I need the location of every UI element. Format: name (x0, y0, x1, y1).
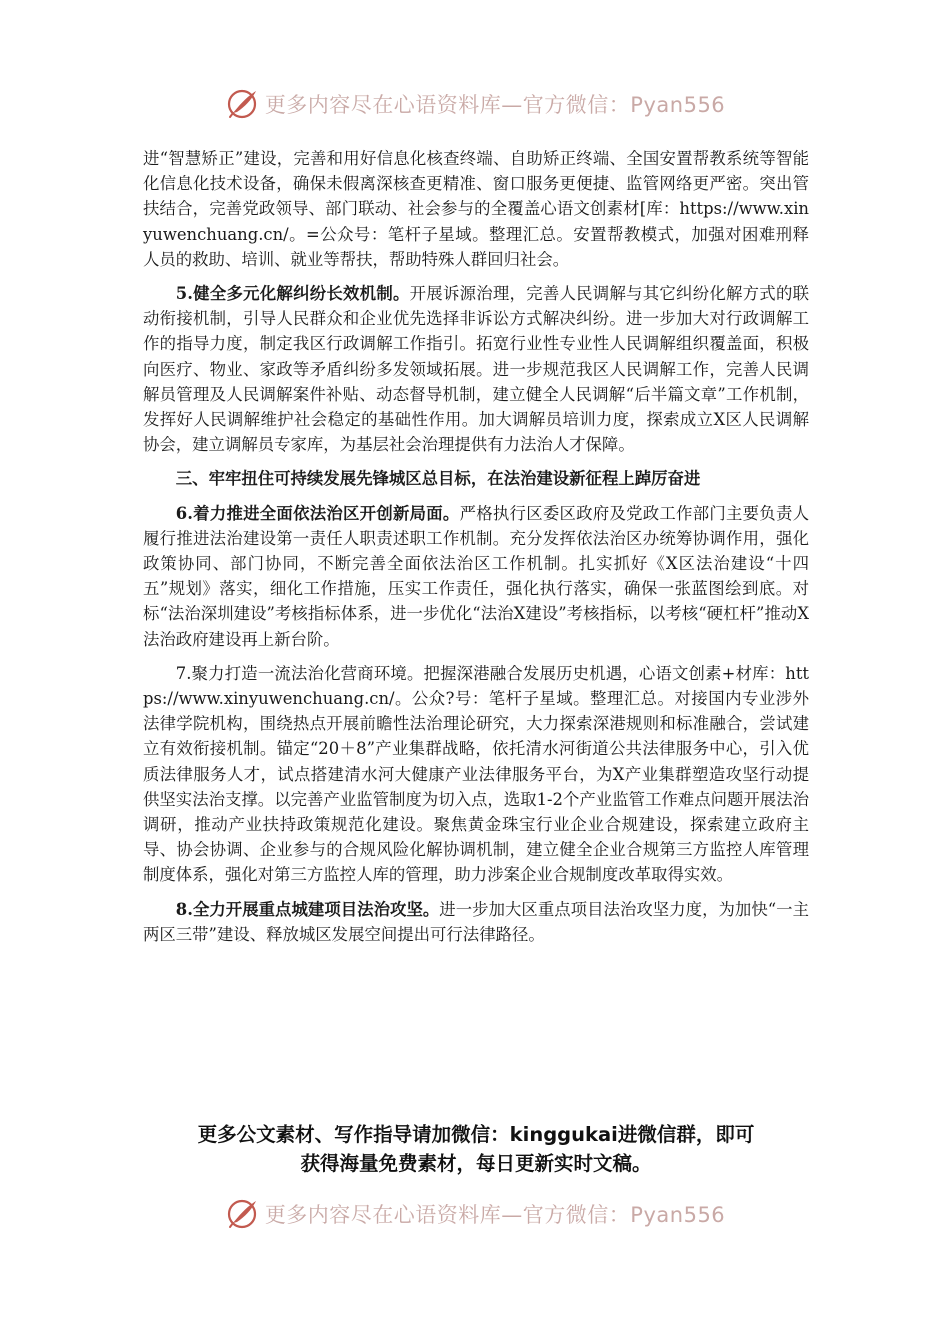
footer-banner (0, 1192, 950, 1236)
item-6-title: 6.着力推进全面依法治区开创新局面。 (175, 503, 460, 523)
paragraph-smart-correction: 进“智慧矫正”建设，完善和用好信息化核查终端、自助矫正终端、全国安置帮教系统等智能化信息化技术设备，确保未假离深核查更精准、窗口服务更便捷、监管网络更严密。突出管扶结合，完善党政领导、部门联动、社会参与的全覆盖心语文创素材[库：https://www.xinyuwenchuang.cn/。=公众号：笔杆子星域。整理汇总。安置帮教模式，加强对困难刑释人员的救助、培训、就业等帮扶，帮助特殊人群回归社会。 (143, 149, 809, 269)
item-5-title: 5.健全多元化解纠纷长效机制。 (175, 284, 410, 304)
item-8-title: 8.全力开展重点城建项目法治攻坚。 (175, 899, 440, 919)
document-body (143, 146, 809, 947)
section-3-heading: 三、牢牢扭住可持续发展先锋城区总目标，在法治建设新征程上踔厉奋进 (175, 469, 701, 489)
paragraph-item-8 (143, 897, 809, 947)
footer-banner-text: 更多内容尽在心语资料库—官方微信：Pyan556 (264, 1203, 726, 1227)
footer-note-line-2: 获得海量免费素材，每日更新实时文稿。 (300, 1152, 652, 1175)
item-5-text: 开展诉源治理，完善人民调解与其它纠纷化解方式的联动衔接机制，引导人民群众和企业优先选择非诉讼方式解决纠纷。进一步加大对行政调解工作的指导力度，制定我区行政调解工作指引。拓宽行业性专业性人民调解组织覆盖面，积极向医疗、物业、家政等矛盾纠纷多发领域拓展。进一步规范我区人民调解工作，完善人民调解员管理及人民调解案件补贴、动态督导机制，建立健全人民调解“后半篇文章”工作机制，发挥好人民调解维护社会稳定的基础性作用。加大调解员培训力度，探索成立X区人民调解协会，建立调解员专家库，为基层社会治理提供有力法治人才保障。 (143, 284, 809, 455)
quill-pen-circle-logo-icon (225, 86, 261, 122)
paragraph-item-5 (143, 281, 809, 457)
footer-promo-note (130, 1120, 822, 1178)
footer-note-line-1: 更多公文素材、写作指导请加微信：kinggukai进微信群，即可 (197, 1123, 755, 1146)
header-banner-text: 更多内容尽在心语资料库—官方微信：Pyan556 (264, 93, 726, 117)
header-banner (0, 82, 950, 126)
paragraph-item-6 (143, 501, 809, 652)
paragraph-item-7: 7.聚力打造一流法治化营商环境。把握深港融合发展历史机遇，心语文创素+材库：https://www.xinyuwenchuang.cn/。公众?号：笔杆子星域。整理汇总。对接国内专业涉外法律学院机构，围绕热点开展前瞻性法治理论研究，大力探索深港规则和标准融合，尝试建立有效衔接机制。锚定“20＋8”产业集群战略，依托清水河街道公共法律服务中心，引入优质法律服务人才，试点搭建清水河大健康产业法律服务平台，为X产业集群塑造攻坚行动提供坚实法治支撑。以完善产业监管制度为切入点，选取1-2个产业监管工作难点问题开展法治调研，推动产业扶持政策规范化建设。聚焦黄金珠宝行业企业合规建设，探索建立政府主导、协会协调、企业参与的合规风险化解协调机制，建立健全企业合规第三方监控人库管理制度体系，强化对第三方监控人库的管理，助力涉案企业合规制度改革取得实效。 (143, 663, 809, 885)
quill-pen-circle-logo-icon (225, 1196, 261, 1232)
item-6-text: 严格执行区委区政府及党政工作部门主要负责人履行推进法治建设第一责任人职责述职工作机制。充分发挥依法治区办统筹协调作用，强化政策协同、部门协同，不断完善全面依法治区工作机制。扎实抓好《X区法治建设“十四五”规划》落实，细化工作措施，压实工作责任，强化执行落实，确保一张蓝图绘到底。对标“法治深圳建设”考核指标体系，进一步优化“法治X建设”考核指标，以考核“硬杠杆”推动X法治政府建设再上新台阶。 (143, 503, 809, 649)
item-8-text: 进一步加大区重点项目法治攻坚力度，为加快“一主两区三带”建设、释放城区发展空间提出可行法律路径。 (143, 899, 809, 944)
